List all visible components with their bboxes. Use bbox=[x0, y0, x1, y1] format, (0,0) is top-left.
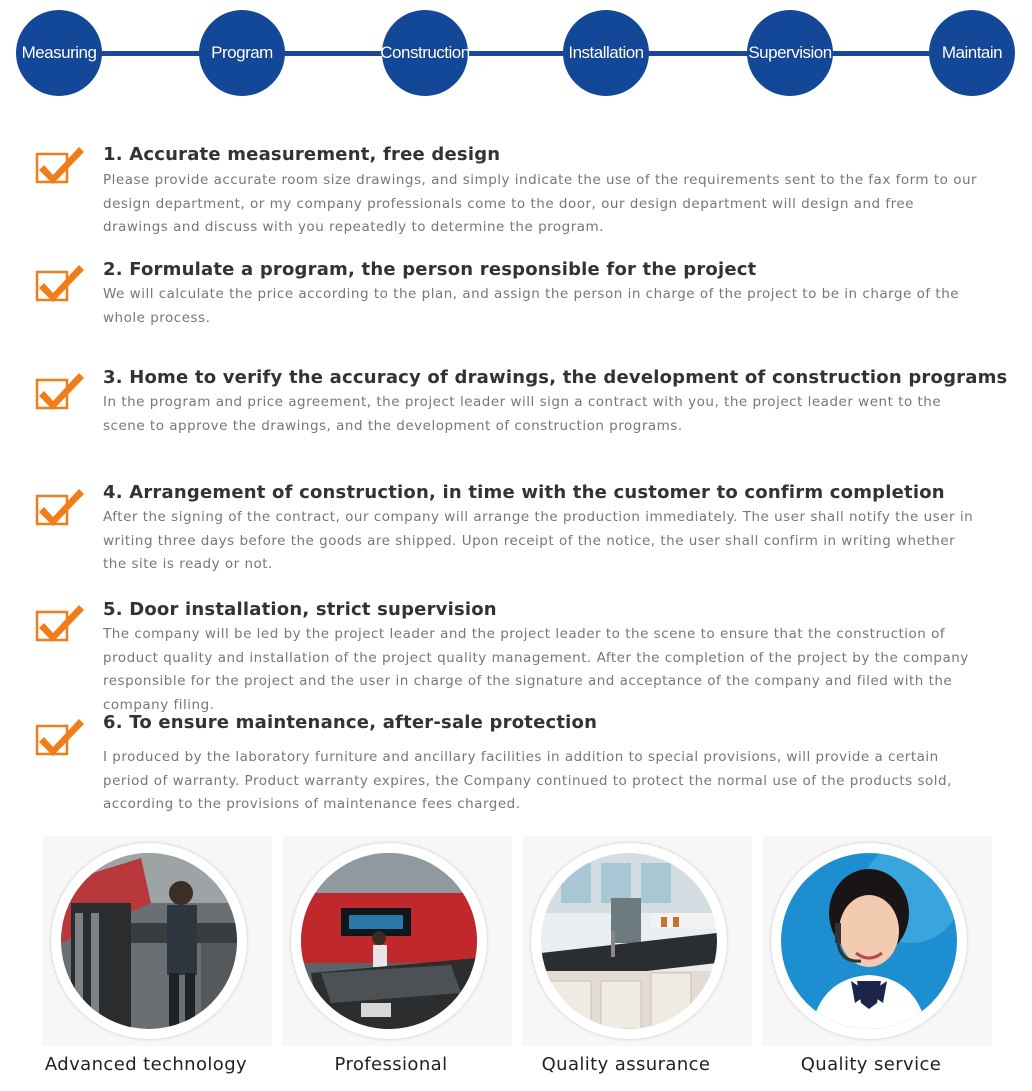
item-title: 1. Accurate measurement, free design bbox=[103, 144, 501, 165]
item-description: We will calculate the price according to the plan, and assign the person in charge of the project to be in charge of the whole process. bbox=[103, 286, 960, 326]
customer-service-agent-photo bbox=[781, 853, 957, 1029]
item-title: 2. Formulate a program, the person responsible for the project bbox=[103, 259, 757, 280]
step-connector bbox=[830, 51, 942, 56]
item-title: 4. Arrangement of construction, in time with the customer to confirm completion bbox=[103, 482, 945, 503]
item-description: In the program and price agreement, the project leader will sign a contract with you, the project leader went to the scene to approve the drawings, and the development of construction programs. bbox=[103, 394, 942, 434]
checkbox-check-icon bbox=[34, 368, 86, 412]
item-description: Please provide accurate room size drawings, and simply indicate the use of the requirements sent to the fax form to our design department, or my company professionals come to the door, our design department will design and free drawings and discuss with you repeatedly to determine the program. bbox=[103, 172, 978, 235]
checkbox-check-icon bbox=[34, 714, 86, 758]
step-measuring: Measuring bbox=[16, 10, 102, 96]
item-description: After the signing of the contract, our company will arrange the production immediately. The user shall notify the user in writing three days before the goods are shipped. Upon receipt of the notice, the user shall confirm in writing whether the site is ready or not. bbox=[103, 509, 974, 572]
step-program: Program bbox=[199, 10, 285, 96]
step-installation: Installation bbox=[563, 10, 649, 96]
step-connector bbox=[646, 51, 758, 56]
checkbox-check-icon bbox=[34, 484, 86, 528]
feature-caption: Professional bbox=[334, 1054, 448, 1075]
step-connector bbox=[280, 51, 392, 56]
checkbox-check-icon bbox=[34, 260, 86, 304]
checkbox-check-icon bbox=[34, 600, 86, 644]
step-construction: Construction bbox=[382, 10, 468, 96]
step-supervision: Supervision bbox=[747, 10, 833, 96]
laboratory-photo bbox=[541, 853, 717, 1029]
factory-worker-photo bbox=[61, 853, 237, 1029]
feature-caption: Advanced technology bbox=[44, 1054, 248, 1075]
item-title: 3. Home to verify the accuracy of drawings, the development of construction programs bbox=[103, 367, 1008, 388]
item-title: 6. To ensure maintenance, after-sale protection bbox=[103, 712, 598, 733]
step-connector bbox=[96, 51, 208, 56]
step-maintain: Maintain bbox=[929, 10, 1015, 96]
feature-caption: Quality assurance bbox=[541, 1054, 711, 1075]
checkbox-check-icon bbox=[34, 142, 86, 186]
feature-caption: Quality service bbox=[800, 1054, 942, 1075]
process-steps bbox=[0, 0, 1032, 110]
step-connector bbox=[462, 51, 574, 56]
item-title: 5. Door installation, strict supervision bbox=[103, 599, 497, 620]
item-description: I produced by the laboratory furniture and ancillary facilities in addition to special provisions, will provide a certain period of warranty. Product warranty expires, the Company continued to protect the normal use of the products sold, according to the provisions of maintenance fees charged. bbox=[103, 749, 952, 812]
workshop-photo bbox=[301, 853, 477, 1029]
item-description: The company will be led by the project leader and the project leader to the scene to ensure that the construction of product quality and installation of the project quality management. After the completion of the project by the company responsible for the project and the user in charge of the signature and acceptance of the company and filed with the company filing. bbox=[103, 626, 969, 713]
